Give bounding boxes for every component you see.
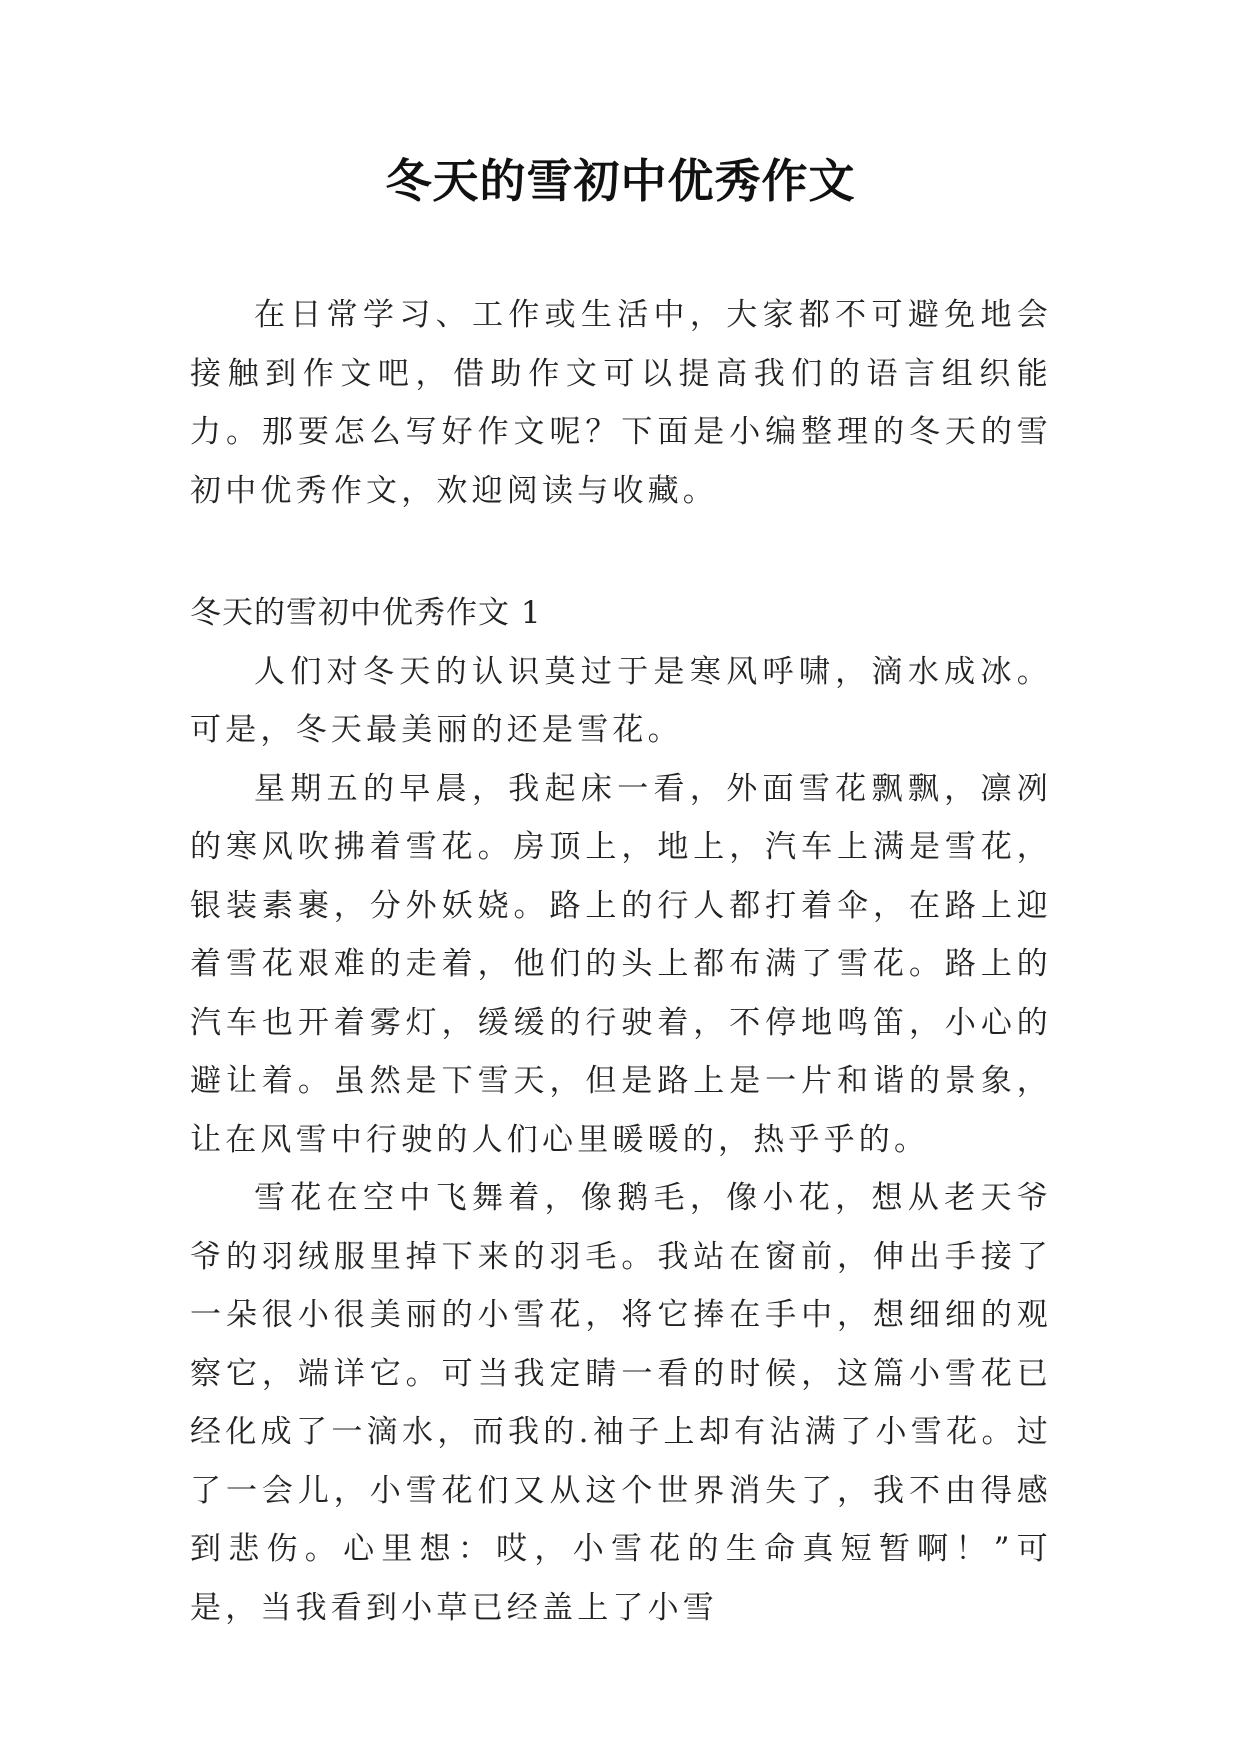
document-body xyxy=(190,286,1052,1637)
essay-paragraph-1: 人们对冬天的认识莫过于是寒风呼啸，滴水成冰。可是，冬天最美丽的还是雪花。 xyxy=(190,653,1052,748)
section-title: 冬天的雪初中优秀作文 1 xyxy=(190,595,542,631)
intro-paragraph: 在日常学习、工作或生活中，大家都不可避免地会接触到作文吧，借助作文可以提高我们的语言组织能力。那要怎么写好作文呢？下面是小编整理的冬天的雪初中优秀作文，欢迎阅读与收藏。 xyxy=(190,297,1052,509)
document-title: 冬天的雪初中优秀作文 xyxy=(385,154,856,208)
essay-paragraph-2: 星期五的早晨，我起床一看，外面雪花飘飘，凛冽的寒风吹拂着雪花。房顶上，地上，汽车上满是雪花，银装素裹，分外妖娆。路上的行人都打着伞，在路上迎着雪花艰难的走着，他们的头上都布满了雪花。路上的汽车也开着雾灯，缓缓的行驶着，不停地鸣笛，小心的避让着。虽然是下雪天，但是路上是一片和谐的景象，让在风雪中行驶的人们心里暖暖的，热乎乎的。 xyxy=(190,770,1052,1158)
essay-paragraph-3: 雪花在空中飞舞着，像鹅毛，像小花，想从老天爷爷的羽绒服里掉下来的羽毛。我站在窗前，伸出手接了一朵很小很美丽的小雪花，将它捧在手中，想细细的观察它，端详它。可当我定睛一看的时候，这篇小雪花已经化成了一滴水，而我的.袖子上却有沾满了小雪花。过了一会儿，小雪花们又从这个世界消失了，我不由得感到悲伤。心里想：哎，小雪花的生命真短暂啊！”可是，当我看到小草已经盖上了小雪 xyxy=(190,1180,1052,1626)
section-spacer xyxy=(190,520,1052,584)
